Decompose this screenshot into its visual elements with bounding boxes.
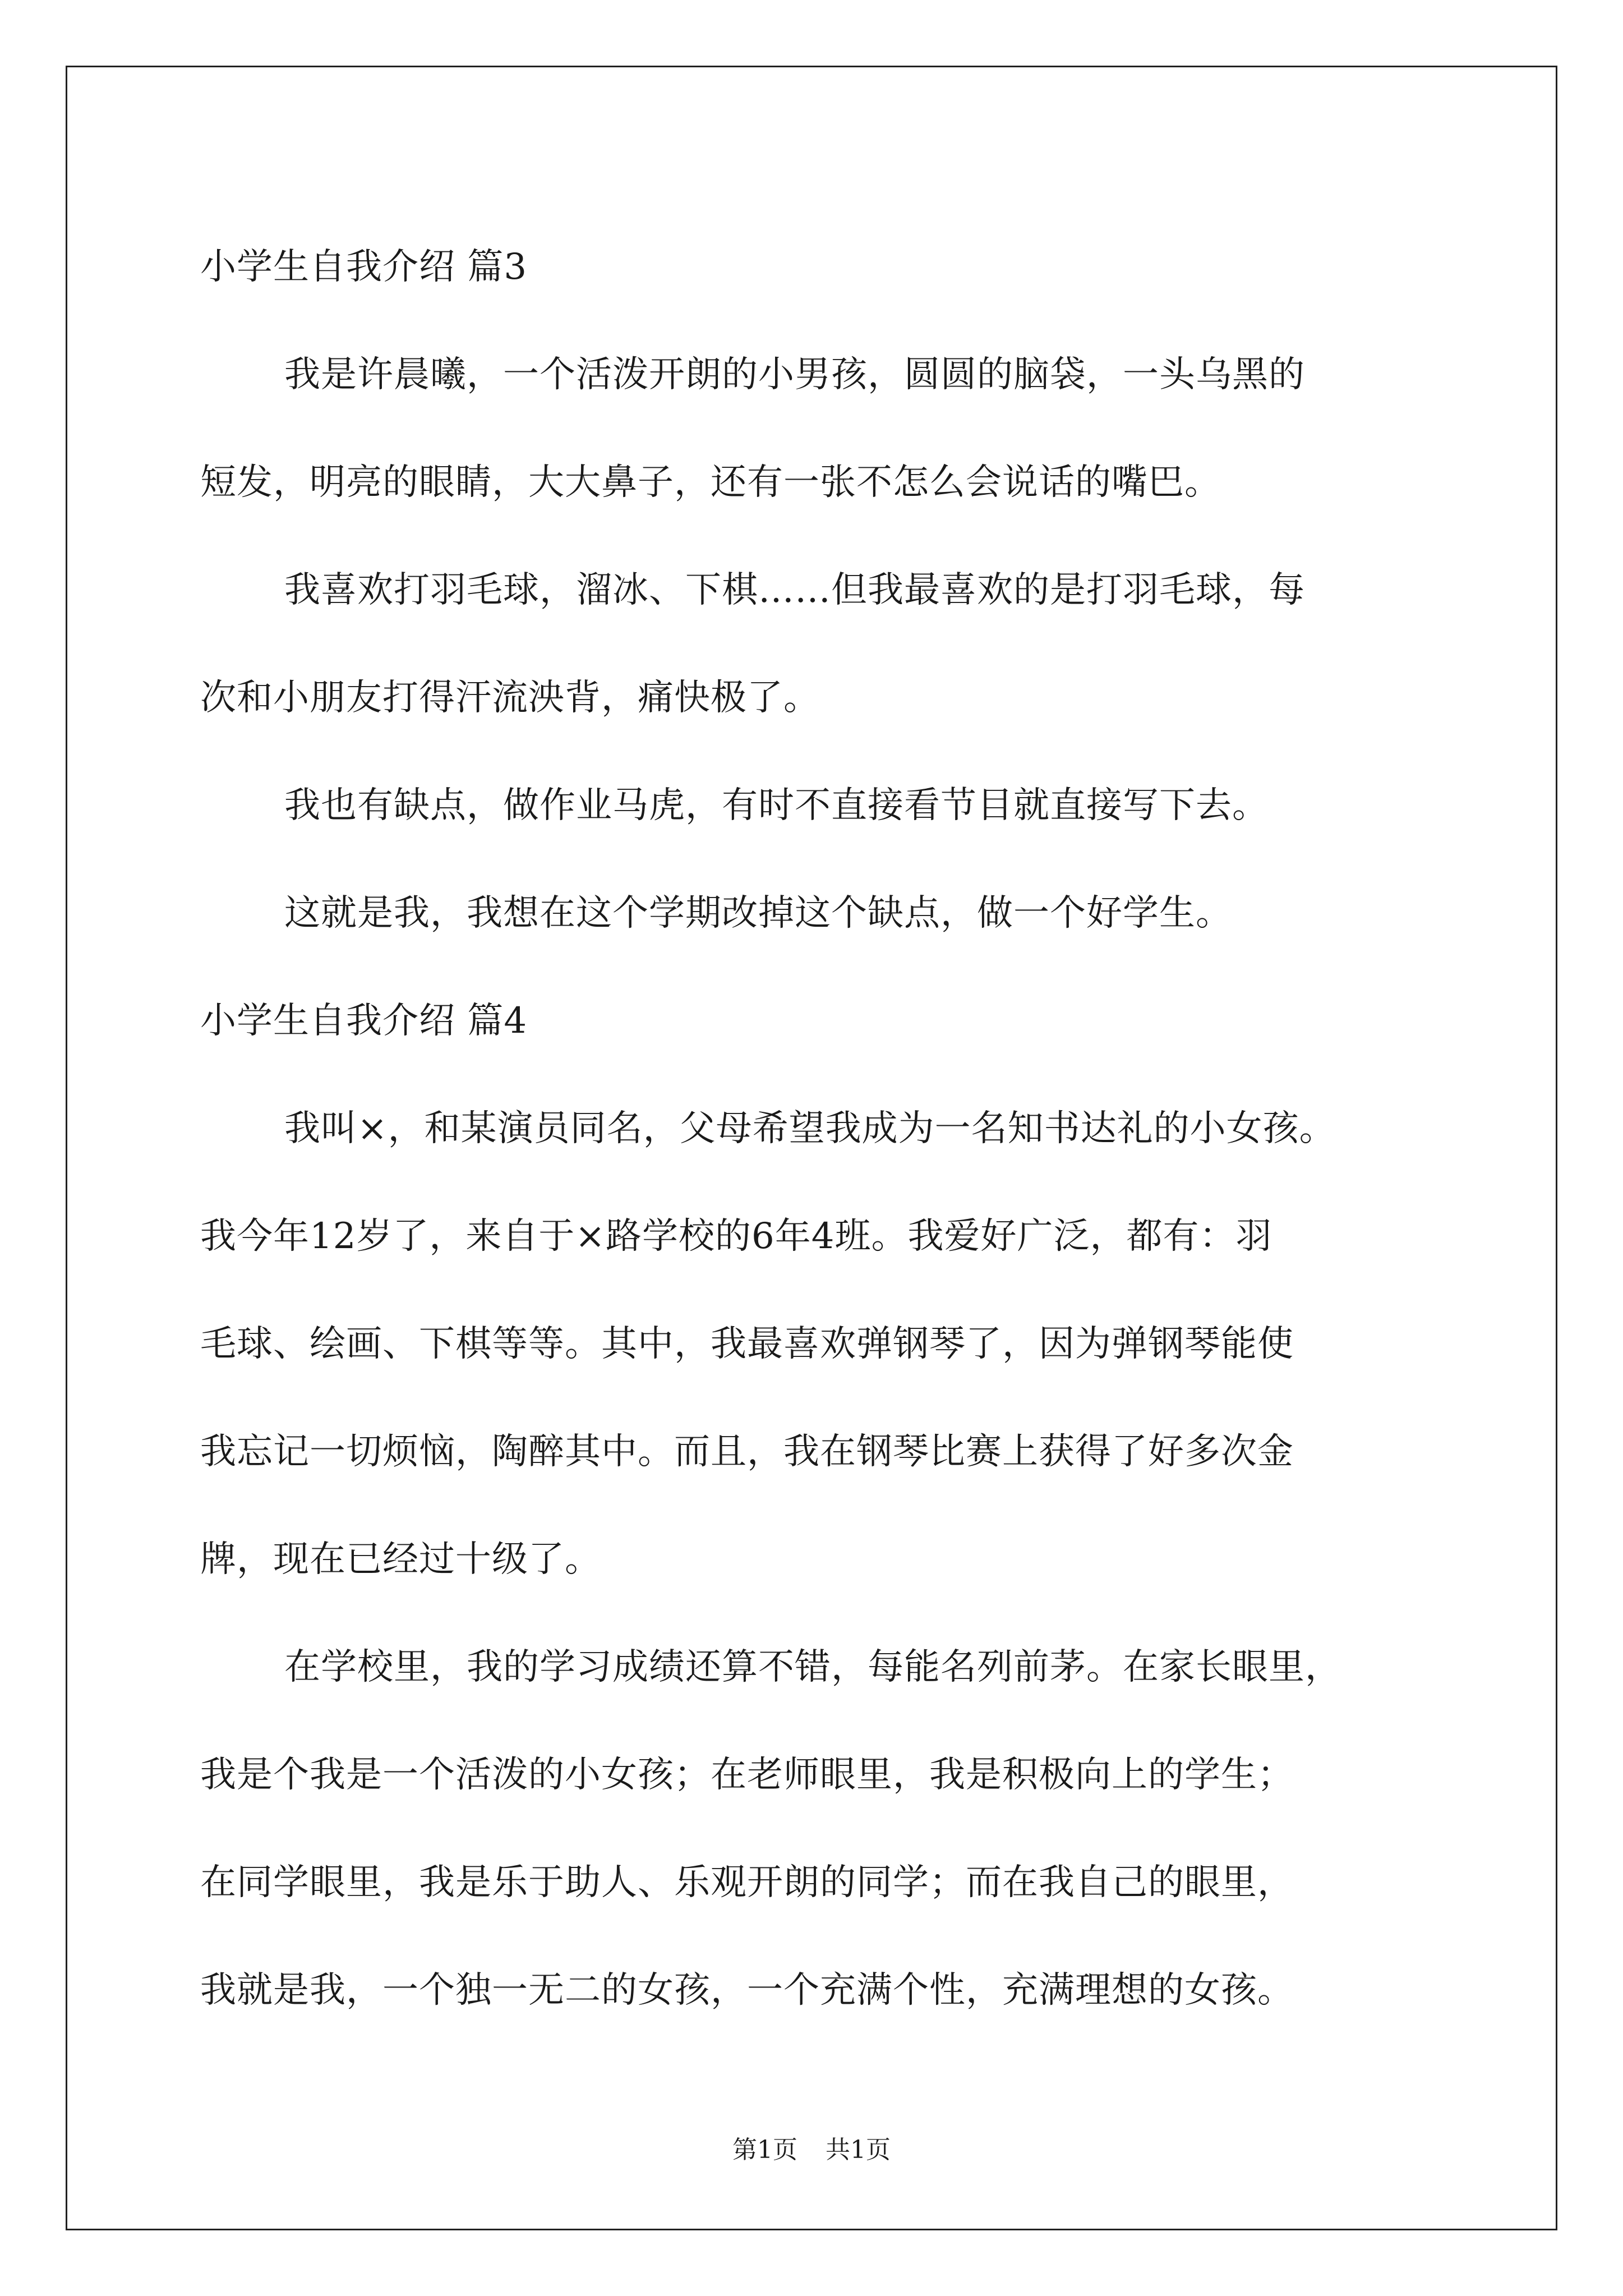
paragraph-line: 我喜欢打羽毛球，溜冰、下棋……但我最喜欢的是打羽毛球，每 xyxy=(284,569,1305,611)
paragraph-line: 我也有缺点，做作业马虎，有时不直接看节目就直接写下去。 xyxy=(284,785,1269,826)
paragraph-line: 我叫×，和某演员同名，父母希望我成为一名知书达礼的小女孩。 xyxy=(284,1108,1336,1149)
paragraph-line: 毛球、绘画、下棋等等。其中，我最喜欢弹钢琴了，因为弹钢琴能使 xyxy=(200,1323,1294,1365)
page-footer xyxy=(0,2133,1623,2167)
paragraph-line: 次和小朋友打得汗流泱背，痛快极了。 xyxy=(200,677,820,719)
section-title: 小学生自我介绍 篇3 xyxy=(200,246,528,288)
page-total: 共1页 xyxy=(826,2136,891,2164)
paragraph-line: 我就是我，一个独一无二的女孩，一个充满个性，充满理想的女孩。 xyxy=(200,1970,1294,2011)
paragraph-line: 在同学眼里，我是乐于助人、乐观开朗的同学；而在我自己的眼里， xyxy=(200,1862,1294,1903)
document-body xyxy=(200,213,1434,2044)
section-title: 小学生自我介绍 篇4 xyxy=(200,1000,528,1042)
paragraph-line: 这就是我，我想在这个学期改掉这个缺点，做一个好学生。 xyxy=(284,892,1232,934)
paragraph-line: 我是许晨曦，一个活泼开朗的小男孩，圆圆的脑袋，一头乌黑的 xyxy=(284,354,1305,395)
paragraph-line: 牌，现在已经过十级了。 xyxy=(200,1539,601,1580)
paragraph-line: 在学校里，我的学习成绩还算不错，每能名列前茅。在家长眼里， xyxy=(284,1646,1341,1688)
paragraph-line: 我忘记一切烦恼，陶醉其中。而且，我在钢琴比赛上获得了好多次金 xyxy=(200,1431,1294,1473)
paragraph-line: 短发，明亮的眼睛，大大鼻子，还有一张不怎么会说话的嘴巴。 xyxy=(200,462,1221,503)
paragraph-line: 我今年12岁了，来自于×路学校的6年4班。我爱好广泛，都有：羽 xyxy=(200,1216,1272,1257)
paragraph-line: 我是个我是一个活泼的小女孩；在老师眼里，我是积极向上的学生； xyxy=(200,1754,1294,1796)
page-number: 第1页 xyxy=(732,2136,797,2164)
